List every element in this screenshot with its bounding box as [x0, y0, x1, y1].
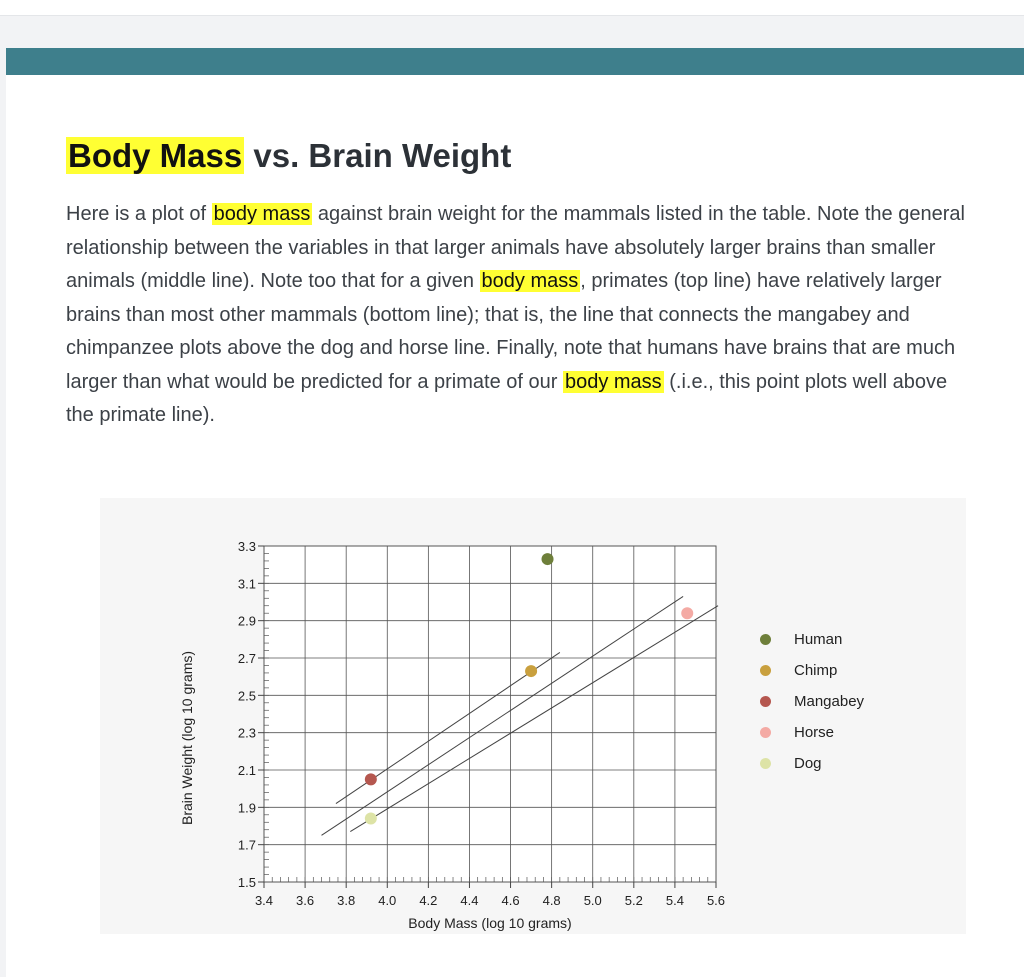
highlighted-term: body mass: [564, 370, 662, 393]
x-tick-label: 3.8: [337, 893, 356, 908]
x-tick-label: 4.4: [460, 893, 479, 908]
paragraph-text: Here is a plot of: [66, 203, 212, 225]
x-tick-label: 5.4: [665, 893, 684, 908]
x-tick-label: 4.8: [542, 893, 561, 908]
data-point-mangabey: [365, 773, 377, 785]
data-point-horse: [681, 607, 693, 619]
section-banner: [6, 48, 1024, 75]
legend-marker: [760, 665, 771, 676]
legend-label: Mangabey: [794, 693, 865, 710]
plot-area: [264, 546, 716, 882]
legend-marker: [760, 727, 771, 738]
y-tick-label: 1.9: [237, 800, 256, 816]
x-axis-title: Body Mass (log 10 grams): [408, 915, 572, 931]
data-point-human: [542, 553, 554, 565]
scatter-chart: [100, 498, 966, 934]
y-tick-label: 3.1: [237, 576, 256, 592]
x-tick-label: 4.6: [501, 893, 520, 908]
top-strip: [0, 0, 1024, 16]
data-point-chimp: [525, 665, 537, 677]
x-tick-label: 5.6: [706, 893, 726, 908]
x-tick-label: 4.0: [378, 893, 397, 908]
content-card: [6, 48, 1024, 977]
paragraph-text: , primates (top line) have relatively larger brains than most other mammals (bottom line); that is, the line that connects the mangabey and chimpanzee plots above the dog and horse line. Finally, note that humans have brains that are much larger than what would be predicted for a primate of our: [66, 270, 956, 393]
y-tick-label: 2.1: [237, 763, 256, 778]
description-paragraph: [66, 198, 966, 433]
x-tick-label: 4.2: [419, 893, 438, 908]
x-tick-label: 3.4: [254, 893, 274, 908]
page-title: [66, 134, 511, 178]
paragraph-text: against brain weight for the mammals listed in the table. Note the general relationship between the variables in that larger animals have absolutely larger brains than smaller animals (middle line). Note too that for a given: [66, 203, 965, 292]
highlighted-term: body mass: [213, 203, 311, 225]
legend-label: Horse: [794, 724, 835, 741]
x-tick-label: 5.2: [624, 893, 643, 908]
y-axis-title: Brain Weight (log 10 grams): [179, 650, 195, 826]
y-tick-label: 1.7: [237, 837, 256, 853]
highlighted-term: body mass: [481, 270, 579, 292]
y-tick-label: 2.7: [237, 651, 256, 666]
y-tick-label: 2.3: [237, 725, 256, 741]
title-highlight: Body Mass: [68, 137, 243, 174]
title-rest: vs. Brain Weight: [244, 137, 512, 174]
y-tick-label: 3.3: [237, 539, 256, 554]
legend-marker: [760, 696, 771, 707]
data-point-dog: [365, 813, 377, 825]
x-tick-label: 5.0: [583, 893, 602, 908]
legend-label: Human: [794, 631, 843, 648]
paragraph-text: (.i.e., this point plots well above the primate line).: [66, 370, 948, 426]
legend-label: Chimp: [794, 662, 838, 679]
legend-label: Dog: [794, 755, 822, 772]
legend-marker: [760, 758, 771, 769]
legend-marker: [760, 634, 771, 645]
y-tick-label: 2.9: [237, 613, 256, 629]
y-tick-label: 2.5: [237, 688, 256, 704]
x-tick-label: 3.6: [296, 893, 315, 908]
y-tick-label: 1.5: [237, 875, 256, 890]
